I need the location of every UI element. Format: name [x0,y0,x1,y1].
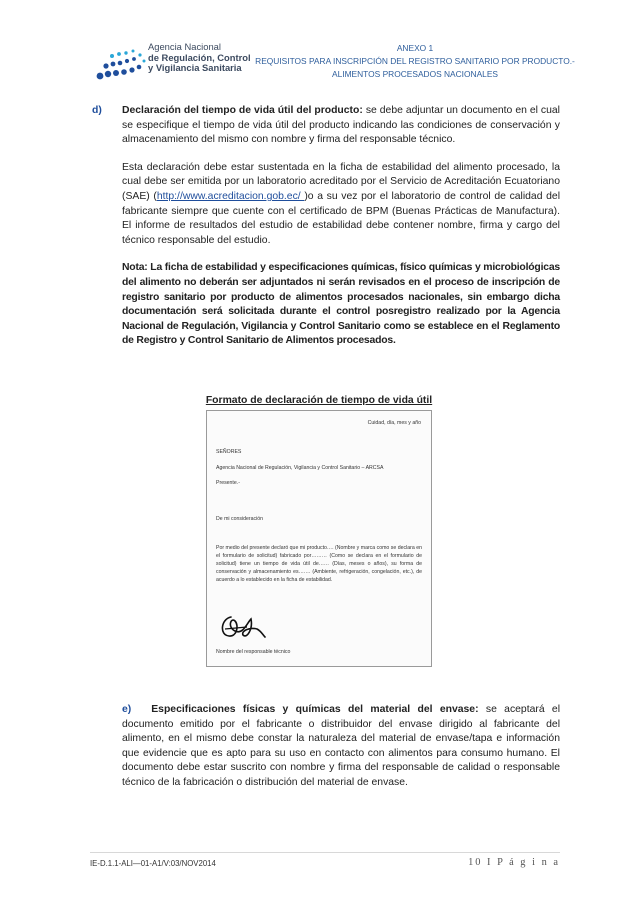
section-d-title: Declaración del tiempo de vida útil del producto: [122,105,363,116]
page-header [0,0,638,95]
page-number: 10 I P á g i n a [468,857,560,868]
section-d-text-2a: Esta declaración debe estar sustentada en la ficha de estabilidad del alimento procesado, la cual debe ser emitida por un laboratorio acreditado por el Servicio de Acreditación Ecuatoriano (SAE) ( [122,161,560,202]
section-e-title: Especificaciones físicas y químicas del material del envase: [151,704,479,715]
page-footer [90,852,560,873]
letter-place-date: Cuidad, día, mes y año [367,420,421,426]
letter-agency: Agencia Nacional de Regulación, Vigilancia y Control Sanitario – ARCSA [216,465,384,471]
section-e [122,703,560,791]
doc-title-line-1: REQUISITOS PARA INSCRIPCIÓN DEL REGISTRO SANITARIO POR PRODUCTO.- [255,56,575,66]
section-d-paragraph-2 [122,161,560,249]
logo-line-2: de Regulación, Control [148,51,251,63]
dots-logo-icon [92,46,148,86]
logo-line-1: Agencia Nacional [148,41,221,52]
annex-label: ANEXO 1 [396,43,434,53]
section-e-text [122,703,560,791]
section-d-marker: d) [92,105,102,116]
letter-presente: Presente.- [216,480,240,486]
figure-title: Formato de declaración de tiempo de vida útil [205,395,433,406]
letter-body: Por medio del presente declaró que mi producto…. (Nombre y marca como se declara en el formulario de solicitud) fabricado por……… (Como se declara en el formulario de solicitud) tiene un tiempo de vida útil de…… (Días, meses o años), su forma de conservación y almacenamiento es……. (Ambiente, refrigeración, congelación, etc.), de acuerdo a lo establecido en la ficha de estabilidad. [216,545,422,583]
section-d [92,104,561,349]
section-d-text-2b: )o a su vez por el laboratorio de control de calidad del fabricante siempre que cuente con el certificado de BPM (Buenas Prácticas de Manufactura). El informe de resultados del estudio de estabilidad debe contener nombre, firma y cargo del técnico responsable del estudio. [122,190,561,246]
section-e-body: se aceptará el documento emitido por el fabricante o distribuidor del envase dirigido al fabricante del alimento, en el mismo debe constar la naturaleza del material de envase/tapa e información que evidencie que es apto para su uso en contacto con alimentos para consumo humano. El documento debe estar suscrito con nombre y firma del responsable de calidad o responsable técnico de la fabricación o distribución del material de envase. [122,704,561,788]
section-d-note: Nota: La ficha de estabilidad y especificaciones químicas, físico químicas y microbiológicas del alimento no deberán ser adjuntados ni serán revisados en el proceso de inscripción de registro sanitario por producto de alimentos procesados nacionales, sin embargo dicha documentación será solicitada durante el control posregistro realizado por la Agencia Nacional de Regulación, Vigilancia y Control Sanitario como se establece en el Reglamento de Registro y Control Sanitario de Alimentos procesados. [122,262,560,347]
arcsa-logo [92,42,252,88]
letter-consideration: De mi consideración [216,516,263,522]
section-d-text: se debe adjuntar un documento en el cual se especifique el tiempo de vida útil del producto indicando las condiciones de conservación y almacenamiento del mismo con nombre y firma del responsable técnico. [122,105,560,146]
document-heading [250,42,580,81]
acreditacion-link[interactable]: http://www.acreditacion.gob.ec/ [156,190,305,202]
doc-title-line-2: ALIMENTOS PROCESADOS NACIONALES [332,69,498,79]
declaration-letter-image [206,410,432,667]
section-d-intro [92,104,560,148]
agency-logo-text [148,42,251,74]
logo-line-3: y Vigilancia Sanitaria [148,62,242,73]
section-e-marker: e) [122,704,132,715]
letter-salutation: SEÑORES [216,449,242,455]
handwritten-signature [217,605,267,645]
document-code: IE-D.1.1-ALI—01-A1/V:03/NOV2014 [90,859,216,868]
letter-signature-label: Nombre del responsable técnico [216,649,291,655]
